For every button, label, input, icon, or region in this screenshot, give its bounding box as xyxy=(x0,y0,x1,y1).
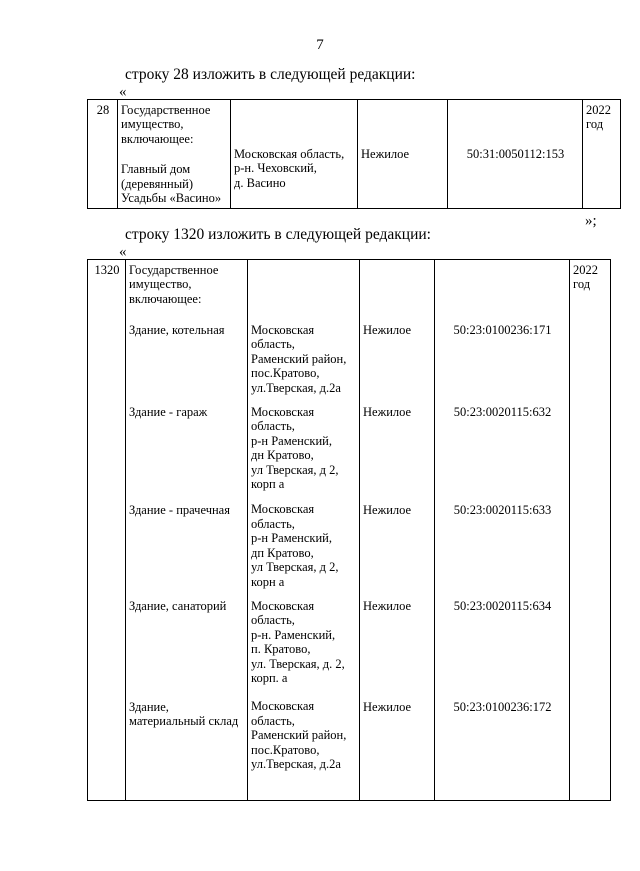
address-line: корп а xyxy=(251,477,285,492)
address-line: ул Тверская, д 2, xyxy=(251,462,339,477)
cadastral-number: 50:23:0020115:632 xyxy=(453,405,552,420)
year-line: 2022 xyxy=(586,103,611,117)
group-title-line: Государственное xyxy=(121,103,211,117)
address-line: р-н Раменский, xyxy=(251,531,332,546)
property-name-line: материальный склад xyxy=(129,714,239,729)
address-line: пос.Кратово, xyxy=(251,742,320,757)
cadastral-number: 50:23:0020115:634 xyxy=(453,599,552,614)
address-cell xyxy=(248,260,360,801)
amendment-intro-1320: строку 1320 изложить в следующей редакции: xyxy=(125,226,431,243)
address-line: ул.Тверская, д.2а xyxy=(251,380,341,395)
address-cell xyxy=(231,100,358,209)
amendment-intro-28: строку 28 изложить в следующей редакции: xyxy=(125,66,416,83)
property-name-line: Здание - прачечная xyxy=(129,503,230,518)
address-line: Московская xyxy=(251,699,315,714)
address-line: п. Кратово, xyxy=(251,642,311,657)
register-table-28 xyxy=(87,99,621,209)
address-line: ул. Тверская, д. 2, xyxy=(251,656,345,671)
property-name-line: Главный дом xyxy=(121,162,191,177)
address-line: Московская xyxy=(251,405,315,420)
cadastral-number: 50:23:0020115:633 xyxy=(453,502,552,517)
year-line: год xyxy=(586,117,604,132)
cadastral-cell xyxy=(435,260,570,801)
address-line: корп. а xyxy=(251,670,288,685)
row-number: 1320 xyxy=(88,260,126,801)
address-line: Московская xyxy=(251,323,315,337)
address-line: область, xyxy=(251,419,295,434)
property-name-line: Здание, котельная xyxy=(129,323,225,338)
property-type: Нежилое xyxy=(363,699,412,714)
table-row xyxy=(88,100,621,209)
address-line: область, xyxy=(251,713,295,728)
cadastral-cell xyxy=(448,100,583,209)
address-line: р-н. Раменский, xyxy=(251,627,336,642)
property-type: Нежилое xyxy=(363,405,412,420)
address-line: корн а xyxy=(251,574,285,589)
address-line: ул.Тверская, д.2а xyxy=(251,756,341,771)
address-line: Раменский район, xyxy=(251,351,347,366)
address-line: ул Тверская, д 2, xyxy=(251,560,339,575)
address-line: область, xyxy=(251,516,295,531)
address-line: д. Васино xyxy=(234,175,286,190)
cadastral-number: 50:23:0100236:172 xyxy=(453,699,552,714)
property-type-cell xyxy=(358,100,448,209)
address-line: Раменский район, xyxy=(251,728,347,743)
property-name-cell xyxy=(118,100,231,209)
property-name-line: Усадьбы «Васино» xyxy=(121,191,222,206)
year-cell xyxy=(583,100,621,209)
address-line: пос.Кратово, xyxy=(251,366,320,381)
group-title-line: имущество, xyxy=(121,117,184,132)
register-table-1320 xyxy=(87,259,611,801)
address-line: р-н. Чеховский, xyxy=(234,161,317,176)
address-line: область, xyxy=(251,613,295,628)
year-cell xyxy=(570,260,611,801)
group-title-line: имущество, xyxy=(129,277,192,292)
address-line: р-н Раменский, xyxy=(251,433,332,448)
address-line: дн Кратово, xyxy=(251,448,314,463)
property-type: Нежилое xyxy=(363,599,412,614)
address-line: Московская xyxy=(251,598,315,613)
property-name-line: Здание - гараж xyxy=(129,404,208,419)
cadastral-number: 50:23:0100236:171 xyxy=(453,323,552,337)
property-type: Нежилое xyxy=(363,323,412,337)
year-line: 2022 xyxy=(573,263,598,277)
group-title-line: Государственное xyxy=(129,263,219,277)
property-name-line: Здание, санаторий xyxy=(129,599,227,614)
cadastral-number: 50:31:0050112:153 xyxy=(466,147,565,161)
property-name-line: Здание, xyxy=(129,699,169,714)
open-quote-1320: « xyxy=(119,244,127,260)
property-type: Нежилое xyxy=(363,502,412,517)
open-quote-28: « xyxy=(119,84,127,100)
address-line: дп Кратово, xyxy=(251,545,314,560)
property-name-cell xyxy=(126,260,248,801)
page-number: 7 xyxy=(316,37,324,53)
property-type: Нежилое xyxy=(361,147,410,161)
row-number: 28 xyxy=(88,100,118,209)
group-title-line: включающее: xyxy=(121,131,194,146)
group-title-line: включающее: xyxy=(129,291,202,306)
address-line: Московская область, xyxy=(234,147,345,161)
table-row xyxy=(88,260,611,801)
property-type-cell xyxy=(360,260,435,801)
property-name-line: (деревянный) xyxy=(121,176,193,191)
address-line: Московская xyxy=(251,502,315,517)
address-line: область, xyxy=(251,337,295,352)
year-line: год xyxy=(573,277,591,292)
close-quote-28: »; xyxy=(585,213,597,229)
